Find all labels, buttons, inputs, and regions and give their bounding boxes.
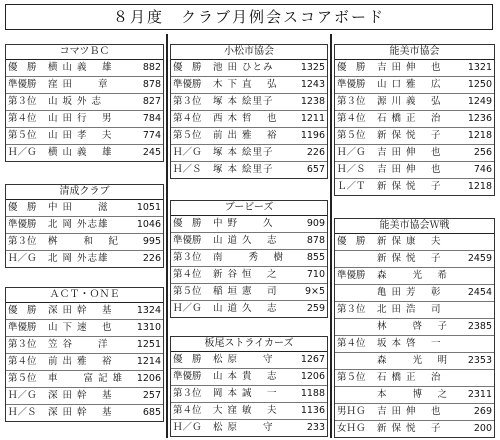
table-row [335,179,494,196]
rank-cell: Ｈ／Ｇ [171,145,211,162]
rank-cell: Ｈ／Ｇ [335,145,375,162]
rank-cell: 準優勝 [171,369,211,386]
rank-cell: Ｈ／Ｇ [8,147,37,158]
rank-cell: Ｌ／Ｔ [337,181,366,192]
section-komatsu-bc [5,44,164,162]
table-row [171,60,327,77]
score-cell: 257 [125,388,163,405]
name-cell: 西 木 哲 也 [211,111,289,128]
name-cell: 山 坂 外 志 [46,94,125,111]
section-itaya-strikers [170,336,328,437]
name-cell: 本 博 之 [375,387,456,404]
table-row [335,234,494,251]
score-cell: 774 [125,128,163,145]
score-cell: 256 [456,145,494,162]
table-row [6,111,163,128]
table-row [171,128,327,145]
table-row [6,217,163,234]
table-row [335,128,494,145]
rank-cell: 第５位 [335,370,375,387]
name-cell: 新 保 悦 子 [377,423,442,434]
section-seiken-club [5,184,164,268]
score-cell: 685 [142,407,161,418]
table-row [6,320,163,337]
table-row [171,162,327,179]
section-title: ＡＣＴ・ＯＮＥ [6,288,163,303]
rank-cell: 優 勝 [335,234,375,251]
name-cell: 北 岡 外志雄 [46,217,125,234]
rank-cell: 準優勝 [6,77,46,94]
score-cell: 233 [306,422,325,433]
name-cell: 窪 田 章 [46,77,125,94]
table-row [335,319,494,336]
results-table [6,60,163,161]
score-cell: 995 [125,234,163,251]
table-row [6,388,163,405]
rank-cell: 第４位 [335,111,375,128]
name-cell: 南 秀 樹 [211,250,289,267]
score-cell: 878 [289,233,327,250]
score-cell: 1214 [125,354,163,371]
name-cell: 前 出 雅 裕 [211,128,289,145]
score-cell: 1249 [456,94,494,111]
name-cell: 松 原 守 [213,422,274,433]
rank-cell: 準優勝 [171,77,211,94]
score-cell: 1206 [125,371,163,388]
rank-cell: 優 勝 [6,303,46,320]
rank-cell: 優 勝 [171,352,211,369]
name-cell: 深 田 幹 基 [46,388,125,405]
score-cell [456,302,494,319]
score-cell: 1211 [289,111,327,128]
table-row [6,234,163,251]
name-cell: 北 岡 外志雄 [48,253,109,264]
section-title: 能美市協会Ｗ戦 [335,219,494,234]
rank-cell: 第５位 [335,128,375,145]
score-cell [456,234,494,251]
rank-cell: 準優勝 [6,320,46,337]
table-row [335,145,494,162]
table-row [171,386,327,403]
score-cell: 1188 [289,386,327,403]
score-cell: 1324 [125,303,163,320]
score-cell: 1251 [125,337,163,354]
score-cell: 827 [125,94,163,111]
name-cell: 中 野 久 [211,216,289,233]
table-row [335,162,494,179]
name-cell: 吉 田 伸 也 [375,404,456,421]
table-row [335,336,494,353]
table-row [171,301,327,318]
rank-cell: Ｈ／Ｇ [173,422,202,433]
score-cell: 1310 [125,320,163,337]
score-cell: 657 [306,164,325,175]
rank-cell: 第３位 [171,94,211,111]
name-cell: 池 田 ひとみ [211,60,289,77]
score-cell: 1051 [125,200,163,217]
name-cell: 笠 谷 洋 [46,337,125,354]
table-row [335,251,494,268]
table-row [6,354,163,371]
score-cell: 1321 [456,60,494,77]
rank-cell [335,251,375,268]
name-cell: 塚 本 絵里子 [213,164,274,175]
section-title: ブービーズ [171,201,327,216]
table-row [6,303,163,320]
results-table [171,60,327,178]
name-cell: 林 啓 子 [375,319,456,336]
rank-cell [335,285,375,302]
score-cell: 784 [125,111,163,128]
table-row [6,60,163,77]
score-cell: 226 [142,253,161,264]
table-row [6,128,163,145]
score-cell: 200 [473,423,492,434]
section-title: 能美市協会 [335,45,494,60]
results-table [335,60,494,195]
name-cell: 山 田 孝 夫 [46,128,125,145]
name-cell: 稲 垣 憲 司 [211,284,289,301]
results-table [6,303,163,421]
section-title: コマツＢＣ [6,45,163,60]
rank-cell: Ｈ／Ｇ [6,388,46,405]
score-cell: 2311 [456,387,494,404]
rank-cell: Ｈ／Ｓ [8,407,37,418]
score-cell: 2385 [456,319,494,336]
table-row [171,369,327,386]
name-cell: 新 保 悦 子 [377,181,442,192]
table-row [171,403,327,420]
table-row [335,94,494,111]
name-cell: 深 田 幹 基 [46,303,125,320]
score-cell: 1136 [289,403,327,420]
table-row [335,404,494,421]
name-cell: 新 保 悦 子 [375,251,456,268]
rank-cell: 第４位 [6,111,46,128]
table-row [171,420,327,437]
name-cell: 車 富 記 雄 [46,371,125,388]
score-cell [456,370,494,387]
score-cell: 746 [456,162,494,179]
rank-cell: 第３位 [335,302,375,319]
column-divider [166,34,168,438]
table-row [171,284,327,301]
name-cell: 吉 田 伸 也 [375,145,456,162]
rank-cell: 第５位 [171,128,211,145]
table-row [171,94,327,111]
name-cell: 源 川 義 弘 [375,94,456,111]
section-nomi-w [334,218,495,438]
name-cell: 塚 本 絵里子 [211,145,289,162]
table-row [335,421,494,438]
rank-cell: 優 勝 [6,60,46,77]
score-cell [456,268,494,285]
rank-cell: 準優勝 [335,268,375,285]
name-cell: 石 橋 正 治 [375,111,456,128]
table-row [335,353,494,370]
score-cell: 2454 [456,285,494,302]
score-cell: 1218 [456,128,494,145]
name-cell: 石 橋 正 治 [375,370,456,387]
rank-cell: 第３位 [171,250,211,267]
table-row [335,302,494,319]
name-cell: 塚 本 絵里子 [211,94,289,111]
rank-cell: Ｈ／Ｓ [173,164,202,175]
score-cell: 1238 [289,94,327,111]
table-row [171,352,327,369]
score-cell: 1218 [467,181,492,192]
rank-cell: 優 勝 [335,60,375,77]
table-row [6,337,163,354]
table-row [171,145,327,162]
name-cell: 山 本 貴 志 [211,369,289,386]
score-cell: 2459 [456,251,494,268]
results-table [171,352,327,436]
rank-cell [335,387,375,404]
score-cell: 710 [289,267,327,284]
name-cell: 森 光 明 [375,353,456,370]
name-cell: 山 下 速 也 [46,320,125,337]
score-cell: 1206 [289,369,327,386]
table-row [171,111,327,128]
name-cell: 新 保 悦 子 [375,128,456,145]
score-cell: 269 [456,404,494,421]
name-cell: 山 口 雅 広 [375,77,456,94]
rank-cell: 準優勝 [335,77,375,94]
name-cell: 深 田 幹 基 [47,407,113,418]
score-cell [456,336,494,353]
name-cell: 森 光 希 [375,268,456,285]
table-row [335,370,494,387]
score-cell: 855 [289,250,327,267]
name-cell: 横 山 義 雄 [48,147,113,158]
table-row [6,251,163,268]
rank-cell: 準優勝 [6,217,46,234]
table-row [6,200,163,217]
section-act-one [5,287,164,422]
rank-cell: 優 勝 [171,60,211,77]
table-row [6,77,163,94]
score-cell: 226 [289,145,327,162]
score-cell: 909 [289,216,327,233]
name-cell: 木 下 直 弘 [211,77,289,94]
section-bebees [170,200,328,318]
name-cell: 吉 田 伸 也 [375,60,456,77]
name-cell: 松 原 守 [211,352,289,369]
score-cell: 2353 [456,353,494,370]
rank-cell [335,353,375,370]
rank-cell: Ｈ／Ｇ [8,253,37,264]
rank-cell: 準優勝 [171,233,211,250]
name-cell: 桝 和 紀 [46,234,125,251]
rank-cell: 第３位 [6,234,46,251]
table-row [6,371,163,388]
name-cell: 前 出 雅 裕 [46,354,125,371]
name-cell: 新 谷 恒 之 [211,267,289,284]
score-cell: 1236 [456,111,494,128]
name-cell: 山 道 久 志 [213,303,278,314]
table-row [171,250,327,267]
rank-cell: 男ＨＧ [335,404,375,421]
score-cell: 878 [125,77,163,94]
score-cell: 259 [306,303,325,314]
table-row [335,387,494,404]
name-cell: 岡 本 誠 一 [211,386,289,403]
page-title: ８月度 クラブ月例会スコアボード [5,4,493,30]
rank-cell: 第３位 [335,94,375,111]
name-cell: 坂 本 啓 一 [375,336,456,353]
rank-cell: 第４位 [6,354,46,371]
rank-cell: 第４位 [335,336,375,353]
rank-cell: 第５位 [6,128,46,145]
name-cell: 吉 田 伸 也 [375,162,456,179]
score-cell: 882 [125,60,163,77]
rank-cell: 女ＨＧ [337,423,366,434]
results-table [6,200,163,267]
column-divider [330,34,332,438]
name-cell: 山 田 行 男 [46,111,125,128]
name-cell: 北 田 浩 司 [375,302,456,319]
rank-cell: Ｈ／Ｇ [173,303,202,314]
name-cell: 新 保 康 夫 [375,234,456,251]
rank-cell: 優 勝 [6,200,46,217]
rank-cell: 第４位 [171,267,211,284]
table-row [171,77,327,94]
section-title: 板尾ストライカーズ [171,337,327,352]
score-cell: 1196 [289,128,327,145]
score-cell: 1250 [456,77,494,94]
section-nomi-shikyokai [334,44,495,196]
table-row [171,267,327,284]
table-row [335,77,494,94]
results-table [335,234,494,437]
rank-cell: Ｈ／Ｓ [335,162,375,179]
name-cell: 横 山 義 雄 [46,60,125,77]
score-cell: 1243 [289,77,327,94]
score-cell: 1325 [289,60,327,77]
name-cell: 中 田 滋 [46,200,125,217]
name-cell: 山 道 久 志 [211,233,289,250]
score-cell: 9×5 [289,284,327,301]
table-row [171,233,327,250]
table-row [335,285,494,302]
table-row [6,145,163,162]
section-title: 小松市協会 [171,45,327,60]
table-row [171,216,327,233]
score-cell: 1046 [125,217,163,234]
rank-cell: 第５位 [171,284,211,301]
rank-cell: 第４位 [171,403,211,420]
table-row [335,60,494,77]
rank-cell: 第４位 [171,111,211,128]
rank-cell: 第３位 [171,386,211,403]
rank-cell: 第３位 [6,94,46,111]
table-row [6,94,163,111]
rank-cell: 優 勝 [171,216,211,233]
name-cell: 亀 田 芳 彰 [375,285,456,302]
rank-cell [335,319,375,336]
section-komatsu-shikyokai [170,44,328,179]
rank-cell: 第３位 [6,337,46,354]
results-table [171,216,327,317]
score-cell: 245 [142,147,161,158]
name-cell: 大 窪 敏 夫 [211,403,289,420]
table-row [335,111,494,128]
table-row [6,405,163,422]
table-row [335,268,494,285]
section-title: 清成クラブ [6,185,163,200]
score-cell: 1267 [289,352,327,369]
rank-cell: 第５位 [6,371,46,388]
